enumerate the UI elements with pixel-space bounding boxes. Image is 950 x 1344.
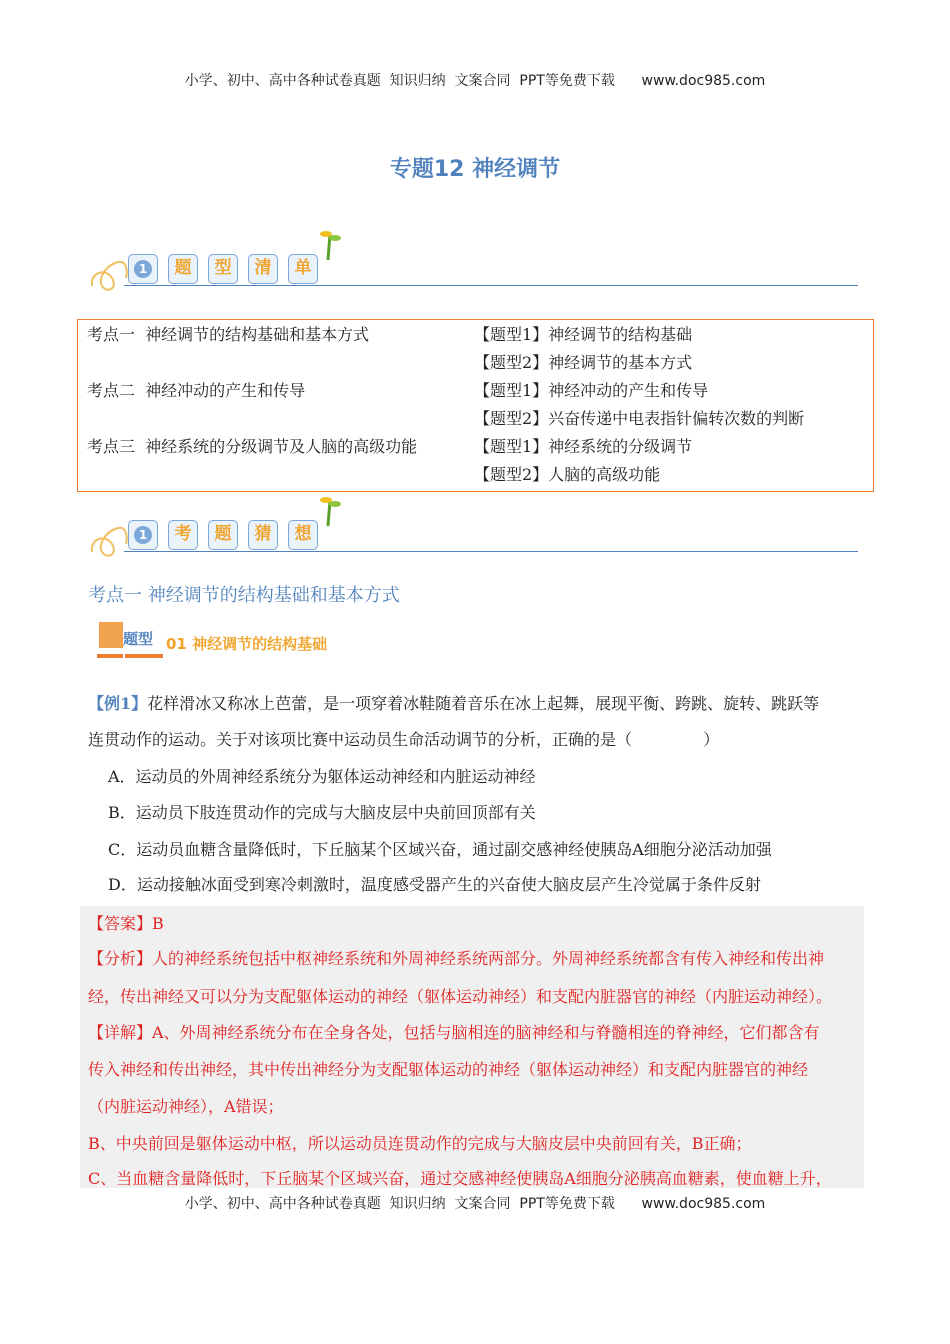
- page-footer: 小学、初中、高中各种试卷真题 知识归纳 文案合同 PPT等免费下载 www.doc985.com: [184, 1196, 766, 1212]
- analysis-line: 【分析】人的神经系统包括中枢神经系统和外周神经系统两部分。外周神经系统都含有传入神经和传出神: [88, 949, 825, 968]
- banner-number-badge: 1: [128, 520, 158, 550]
- page-title: 专题12 神经调节: [389, 157, 561, 182]
- badge-bar: [125, 654, 163, 658]
- option-c: C．运动员血糖含量降低时，下丘脑某个区域兴奋，通过副交感神经使胰岛A细胞分泌活动加强: [108, 840, 772, 859]
- topic-point: 考点一 神经调节的结构基础和基本方式: [87, 325, 370, 344]
- banner-question-types: [88, 228, 858, 298]
- question-type: 【题型1】神经系统的分级调节: [474, 437, 693, 456]
- badge-bar: [97, 654, 123, 658]
- banner-exam-guess: [88, 494, 858, 564]
- detail-line: 传入神经和传出神经，其中传出神经分为支配躯体运动的神经（躯体运动神经）和支配内脏器官的神经: [88, 1060, 809, 1079]
- question-type: 【题型2】兴奋传递中电表指针偏转次数的判断: [474, 409, 805, 428]
- section-heading: 考点一 神经调节的结构基础和基本方式: [88, 585, 400, 606]
- topic-point: 考点三 神经系统的分级调节及人脑的高级功能: [87, 437, 418, 456]
- question-type: 【题型2】神经调节的基本方式: [474, 353, 693, 372]
- banner-char: 清: [248, 254, 278, 284]
- sprout-icon: [318, 228, 342, 262]
- example-stem-line: 连贯动作的运动。关于对该项比赛中运动员生命活动调节的分析，正确的是（ ）: [88, 730, 720, 749]
- sprout-icon: [318, 494, 342, 528]
- badge-block: [99, 622, 123, 648]
- banner-char: 单: [288, 254, 318, 284]
- example-stem-line: 【例1】花样滑冰又称冰上芭蕾，是一项穿着冰鞋随着音乐在冰上起舞，展现平衡、跨跳、旋转、跳跃等: [88, 694, 820, 713]
- detail-line: （内脏运动神经），A错误；: [88, 1097, 284, 1116]
- detail-line: C、当血糖含量降低时，下丘脑某个区域兴奋，通过交感神经使胰岛A细胞分泌胰高血糖素，使血糖上升，: [88, 1169, 832, 1188]
- option-a: A．运动员的外周神经系统分为躯体运动神经和内脏运动神经: [108, 767, 536, 786]
- analysis-line: 经，传出神经又可以分为支配躯体运动的神经（躯体运动神经）和支配内脏器官的神经（内脏运动神经）。: [88, 987, 833, 1006]
- option-d: D．运动接触冰面受到寒冷刺激时，温度感受器产生的兴奋使大脑皮层产生冷觉属于条件反射: [108, 875, 761, 894]
- banner-number-badge: 1: [128, 254, 158, 284]
- detail-line: B、中央前回是躯体运动中枢，所以运动员连贯动作的完成与大脑皮层中央前回有关，B正确；: [88, 1134, 752, 1153]
- option-b: B．运动员下肢连贯动作的完成与大脑皮层中央前回顶部有关: [108, 803, 536, 822]
- banner-char: 型: [208, 254, 238, 284]
- page-header: 小学、初中、高中各种试卷真题 知识归纳 文案合同 PPT等免费下载 www.doc985.com: [184, 73, 766, 89]
- answer-line: 【答案】B: [88, 914, 164, 933]
- badge-word: 题型: [123, 630, 154, 648]
- question-type-title: 01 神经调节的结构基础: [166, 635, 328, 653]
- question-type-badge: [97, 622, 165, 662]
- topic-table: [77, 319, 874, 492]
- banner-char: 想: [288, 520, 318, 550]
- question-type: 【题型1】神经冲动的产生和传导: [474, 381, 709, 400]
- topic-point: 考点二 神经冲动的产生和传导: [87, 381, 306, 400]
- detail-line: 【详解】A、外周神经系统分布在全身各处，包括与脑相连的脑神经和与脊髓相连的脊神经，它们都含有: [88, 1023, 820, 1042]
- banner-underline: [124, 551, 858, 552]
- banner-char: 猜: [248, 520, 278, 550]
- banner-char: 题: [208, 520, 238, 550]
- question-type: 【题型2】人脑的高级功能: [474, 465, 661, 484]
- banner-char: 题: [168, 254, 198, 284]
- banner-char: 考: [168, 520, 198, 550]
- banner-underline: [124, 285, 858, 286]
- example-label: 【例1】: [88, 694, 148, 713]
- question-type: 【题型1】神经调节的结构基础: [474, 325, 693, 344]
